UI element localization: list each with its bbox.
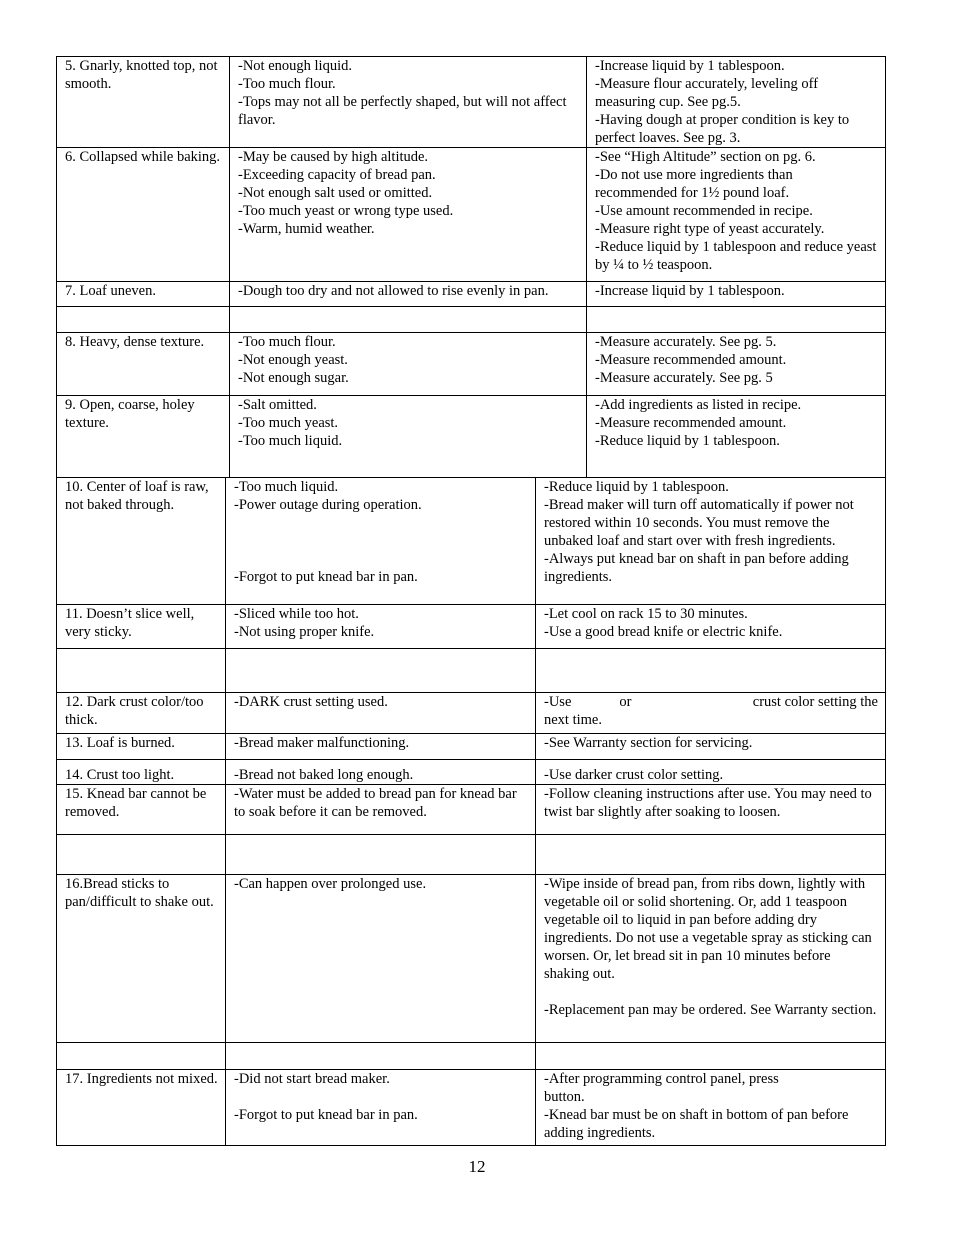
solution-line: -Knead bar must be on shaft in bottom of pan before adding ingredients. [544, 1107, 853, 1141]
cause-line: -Warm, humid weather. [238, 221, 375, 237]
cause-line: -Too much liquid. [238, 433, 343, 449]
solution-line: -Reduce liquid by 1 tablespoon. [595, 433, 780, 449]
cause-line: -Water must be added to bread pan for knead bar to soak before it can be removed. [234, 786, 521, 820]
cause-cell [226, 835, 536, 875]
cause-cell [226, 605, 536, 649]
problem-text: 12. Dark crust color/too thick. [65, 694, 204, 728]
table-row [57, 605, 886, 649]
solution-fragment: crust color setting the [752, 694, 878, 710]
cause-line: -Too much flour. [238, 334, 336, 350]
solution-line: -Measure accurately. See pg. 5. [595, 334, 777, 350]
solution-line: -Bread maker will turn off automatically if power not restored within 10 seconds. You must remove the unbaked loaf and start over with fresh ingredients. [544, 497, 858, 549]
solution-line: -Having dough at proper condition is key to perfect loaves. See pg. 3. [595, 112, 853, 146]
problem-text: 11. Doesn’t slice well, very sticky. [65, 606, 195, 640]
solution-cell [536, 875, 886, 1043]
solution-cell [536, 760, 886, 785]
solution-line: -Measure recommended amount. [595, 352, 787, 368]
problem-cell [57, 148, 230, 282]
cause-line: -Forgot to put knead bar in pan. [234, 569, 418, 585]
solution-line: next time. [544, 712, 602, 728]
solution-cell [536, 835, 886, 875]
problem-text: 9. Open, coarse, holey texture. [65, 397, 195, 431]
solution-line: -Measure flour accurately, leveling off measuring cup. See pg.5. [595, 76, 822, 110]
table-row [57, 148, 886, 282]
cause-line: -May be caused by high altitude. [238, 149, 429, 165]
problem-text: 7. Loaf uneven. [65, 283, 156, 299]
table-row [57, 57, 886, 148]
cause-line: -Not enough sugar. [238, 370, 349, 386]
table-row [57, 693, 886, 734]
cause-cell [226, 649, 536, 693]
solution-line: -See “High Altitude” section on pg. 6. [595, 149, 816, 165]
solution-cell [536, 649, 886, 693]
cause-line: -Not enough yeast. [238, 352, 348, 368]
solution-line: -Reduce liquid by 1 tablespoon. [544, 479, 729, 495]
cause-cell [226, 1070, 536, 1146]
cause-line: -Too much yeast. [238, 415, 339, 431]
table-row [57, 734, 886, 760]
cause-line: -Bread maker malfunctioning. [234, 735, 410, 751]
problem-cell [57, 649, 226, 693]
problem-text: 8. Heavy, dense texture. [65, 334, 205, 350]
solution-line: -Measure right type of yeast accurately. [595, 221, 825, 237]
cause-cell [226, 760, 536, 785]
solution-fragment: or [619, 694, 632, 710]
problem-cell [57, 734, 226, 760]
cause-line: -Can happen over prolonged use. [234, 876, 427, 892]
solution-line: -Replacement pan may be ordered. See Warranty section. [544, 1002, 877, 1018]
solution-line: -After programming control panel, press [544, 1071, 779, 1087]
solution-cell [587, 148, 886, 282]
problem-text: 13. Loaf is burned. [65, 735, 175, 751]
solution-line: -Follow cleaning instructions after use. You may need to twist bar slightly after soaking to loosen. [544, 786, 876, 820]
table-row-empty [57, 307, 886, 333]
solution-line: -Do not use more ingredients than recommended for 1½ pound loaf. [595, 167, 797, 201]
cause-cell [226, 875, 536, 1043]
cause-cell [226, 734, 536, 760]
solution-cell [536, 605, 886, 649]
cause-line: -Not enough liquid. [238, 58, 352, 74]
cause-line: -Too much liquid. [234, 479, 339, 495]
cause-line: -Tops may not all be perfectly shaped, but will not affect flavor. [238, 94, 571, 128]
solution-line: -Always put knead bar on shaft in pan before adding ingredients. [544, 551, 853, 585]
cause-line: -Power outage during operation. [234, 497, 422, 513]
table-row [57, 875, 886, 1043]
solution-cell [536, 478, 886, 605]
table-row [57, 282, 886, 307]
table-row [57, 1070, 886, 1146]
problem-cell [57, 785, 226, 835]
solution-line: -Measure recommended amount. [595, 415, 787, 431]
problem-text: 5. Gnarly, knotted top, not smooth. [65, 58, 218, 92]
cause-line: -Not using proper knife. [234, 624, 375, 640]
problem-text: 10. Center of loaf is raw, not baked through. [65, 479, 209, 513]
cause-cell [226, 1043, 536, 1070]
solution-line: -Increase liquid by 1 tablespoon. [595, 58, 785, 74]
problem-text: 16.Bread sticks to pan/difficult to shake out. [65, 876, 214, 910]
table-row [57, 785, 886, 835]
solution-cell [587, 333, 886, 396]
solution-cell [536, 1043, 886, 1070]
problem-cell [57, 57, 230, 148]
cause-line: -Too much yeast or wrong type used. [238, 203, 454, 219]
solution-line: button. [544, 1089, 585, 1105]
cause-cell [230, 57, 587, 148]
table-row-empty [57, 1043, 886, 1070]
solution-cell [536, 1070, 886, 1146]
solution-cell [587, 282, 886, 307]
cause-line: -DARK crust setting used. [234, 694, 388, 710]
problem-cell [57, 333, 230, 396]
problem-cell [57, 693, 226, 734]
cause-line: -Sliced while too hot. [234, 606, 359, 622]
problem-cell [57, 875, 226, 1043]
cause-cell [230, 148, 587, 282]
cause-line: -Forgot to put knead bar in pan. [234, 1107, 418, 1123]
problem-text: 6. Collapsed while baking. [65, 149, 221, 165]
solution-cell [587, 396, 886, 478]
solution-cell [587, 57, 886, 148]
solution-line: -Use darker crust color setting. [544, 767, 724, 783]
table-row [57, 396, 886, 478]
cause-cell [230, 282, 587, 307]
solution-cell [587, 307, 886, 333]
solution-line: -Let cool on rack 15 to 30 minutes. [544, 606, 748, 622]
solution-cell [536, 785, 886, 835]
solution-line: -Add ingredients as listed in recipe. [595, 397, 802, 413]
problem-cell [57, 396, 230, 478]
problem-cell [57, 307, 230, 333]
cause-cell [226, 478, 536, 605]
solution-line: -Use a good bread knife or electric knife. [544, 624, 783, 640]
problem-cell [57, 760, 226, 785]
solution-line: -Measure accurately. See pg. 5 [595, 370, 773, 386]
cause-line: -Dough too dry and not allowed to rise evenly in pan. [238, 283, 549, 299]
page-number: 12 [468, 1157, 486, 1176]
cause-line: -Exceeding capacity of bread pan. [238, 167, 436, 183]
troubleshooting-table-upper [56, 56, 886, 478]
problem-cell [57, 282, 230, 307]
cause-line: -Too much flour. [238, 76, 336, 92]
problem-cell [57, 835, 226, 875]
cause-line: -Not enough salt used or omitted. [238, 185, 433, 201]
cause-cell [226, 785, 536, 835]
solution-line: -Increase liquid by 1 tablespoon. [595, 283, 785, 299]
cause-line: -Bread not baked long enough. [234, 767, 414, 783]
solution-cell [536, 734, 886, 760]
solution-line [544, 693, 878, 711]
solution-line: -Wipe inside of bread pan, from ribs down, lightly with vegetable oil or solid shortening. Or, add 1 teaspoon vegetable oil to liquid in pan before adding dry ingredients. Do not use a vegetable spray as sticking can worsen. Or, let bread sit in pan 10 minutes before shaking out. [544, 876, 876, 982]
cause-cell [230, 307, 587, 333]
solution-cell [536, 693, 886, 734]
table-row [57, 760, 886, 785]
table-row [57, 333, 886, 396]
table-row-empty [57, 649, 886, 693]
table-row-empty [57, 835, 886, 875]
troubleshooting-table-lower [56, 477, 886, 1146]
solution-line: -Reduce liquid by 1 tablespoon and reduce yeast by ¼ to ½ teaspoon. [595, 239, 881, 273]
problem-text: 17. Ingredients not mixed. [65, 1071, 218, 1087]
problem-cell [57, 1070, 226, 1146]
problem-text: 14. Crust too light. [65, 767, 175, 783]
solution-line: -See Warranty section for servicing. [544, 735, 753, 751]
table-row [57, 478, 886, 605]
problem-cell [57, 605, 226, 649]
problem-cell [57, 1043, 226, 1070]
cause-cell [230, 396, 587, 478]
cause-cell [230, 333, 587, 396]
problem-cell [57, 478, 226, 605]
cause-line: -Salt omitted. [238, 397, 317, 413]
cause-cell [226, 693, 536, 734]
solution-line: -Use amount recommended in recipe. [595, 203, 813, 219]
problem-text: 15. Knead bar cannot be removed. [65, 786, 207, 820]
solution-fragment: -Use [544, 694, 572, 710]
cause-line: -Did not start bread maker. [234, 1071, 390, 1087]
